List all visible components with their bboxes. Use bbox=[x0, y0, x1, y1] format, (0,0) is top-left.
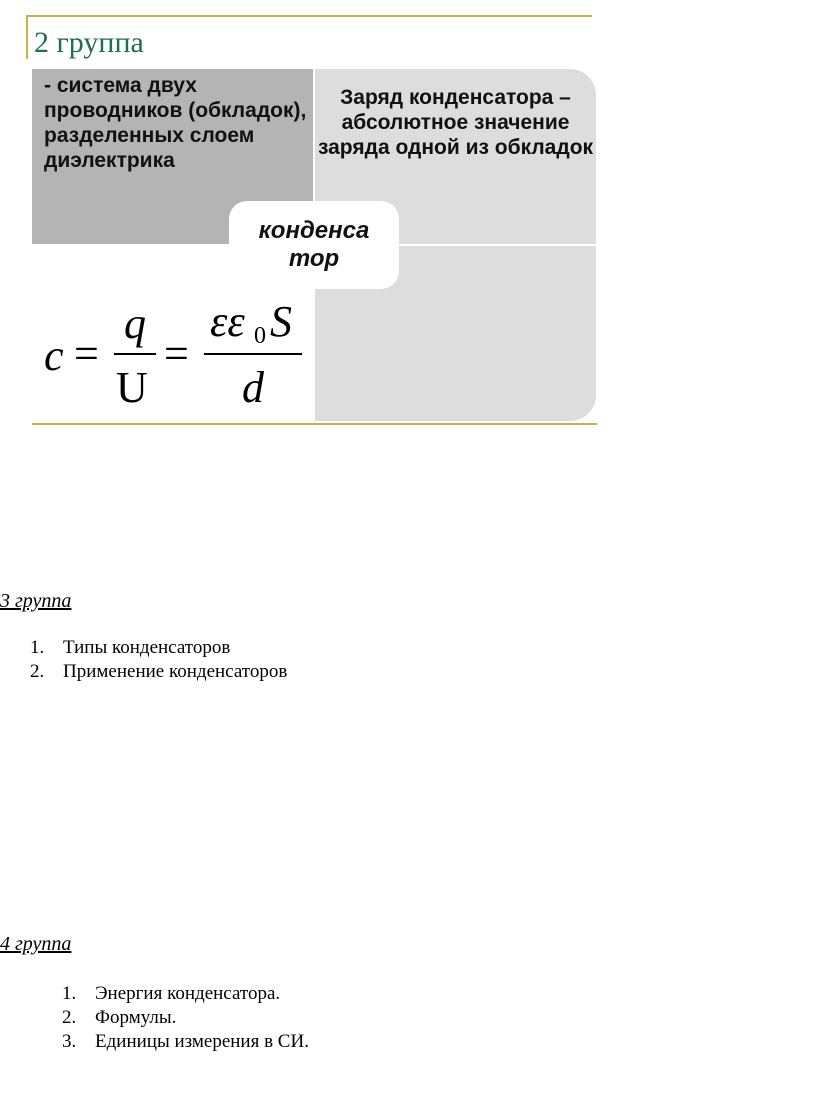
list-item-text: Типы конденсаторов bbox=[63, 637, 231, 658]
list-item-text: Энергия конденсатора. bbox=[95, 983, 281, 1004]
charge-text: Заряд конденсатора – абсолютное значение заряда одной из обкладок bbox=[317, 86, 594, 159]
group4-heading: 4 группа bbox=[0, 933, 72, 955]
formula-fraction-bar-2 bbox=[204, 353, 302, 355]
formula-equals-2: = bbox=[164, 329, 189, 378]
formula-S: S bbox=[270, 297, 292, 346]
list-item-number: 1. bbox=[30, 637, 45, 658]
capacitor-label-box bbox=[229, 201, 399, 289]
formula-epsilon: εε bbox=[210, 297, 245, 346]
list-item-number: 2. bbox=[62, 1007, 77, 1028]
list-item-text: Формулы. bbox=[95, 1007, 177, 1028]
formula-q: q bbox=[124, 299, 146, 348]
formula-d: d bbox=[242, 363, 264, 412]
formula-c: c bbox=[44, 331, 64, 380]
list-item-number: 1. bbox=[62, 983, 77, 1004]
list-item-text: Единицы измерения в СИ. bbox=[95, 1031, 309, 1052]
formula-equals-1: = bbox=[74, 329, 99, 378]
slide-title: 2 группа bbox=[34, 26, 144, 59]
slide-bottom-rule bbox=[32, 423, 597, 425]
slide-top-rule bbox=[26, 15, 592, 17]
slide-image bbox=[0, 0, 816, 440]
formula-subscript-zero: 0 bbox=[254, 323, 266, 349]
list-item-number: 3. bbox=[62, 1031, 77, 1052]
group3-heading: 3 группа bbox=[0, 590, 72, 612]
formula-fraction-bar-1 bbox=[114, 353, 156, 355]
capacitor-label: конденса тор bbox=[258, 217, 370, 272]
capacitance-formula bbox=[40, 296, 310, 416]
formula-U: U bbox=[116, 363, 148, 412]
slide-left-rule bbox=[26, 15, 28, 59]
list-item-number: 2. bbox=[30, 661, 45, 682]
definition-text: - система двух проводников (обкладок), разделенных слоем диэлектрика bbox=[44, 74, 307, 172]
list-item-text: Применение конденсаторов bbox=[63, 661, 288, 682]
